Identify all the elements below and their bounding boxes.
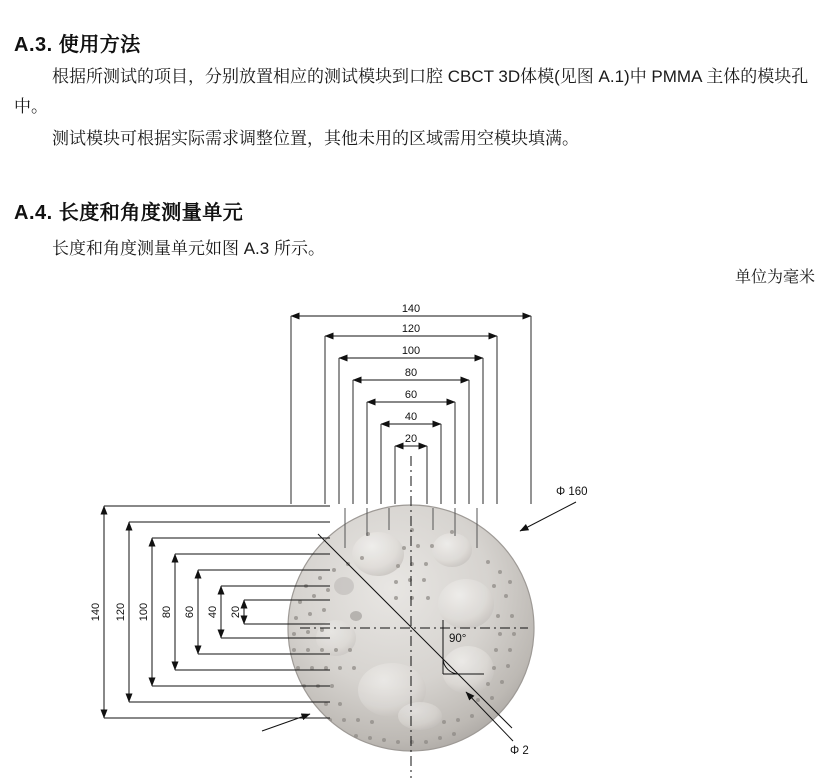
dim-label-top-80: 80 [404,367,418,379]
figure-measurement-unit [0,286,823,778]
dim-label-left-100: 100 [138,602,150,622]
callout-label-diameter-hole: Φ 2 [510,745,529,757]
dim-label-top-120: 120 [401,323,421,335]
dim-label-top-60: 60 [404,389,418,401]
angle-label: 90° [449,633,467,645]
dim-label-left-40: 40 [207,605,219,619]
dim-top-20 [395,433,427,504]
callout-label-diameter-outer: Φ 160 [556,486,588,498]
section-heading-a4: A.4. 长度和角度测量单元 [14,202,244,224]
paragraph-usage-method: 根据所测试的项目，分别放置相应的测试模块到口腔 CBCT 3D体模(见图 A.1)中 PMMA 主体的模块孔中。 [14,67,809,116]
section-heading-a3: A.3. 使用方法 [14,34,141,56]
dim-label-top-20: 20 [404,433,418,445]
dim-label-left-120: 120 [115,602,127,622]
dim-label-left-80: 80 [161,605,173,619]
callout-diameter-outer [520,486,588,531]
unit-note: 单位为毫米 [734,269,815,286]
dim-label-top-140: 140 [401,303,421,315]
paragraph-module-adjust: 测试模块可根据实际需求调整位置，其他未用的区域需用空模块填满。 [52,129,579,148]
dim-label-left-60: 60 [184,605,196,619]
top-dimension-stack [291,303,531,504]
dim-label-top-40: 40 [404,411,418,423]
dim-label-left-20: 20 [230,605,242,619]
paragraph-measurement-unit: 长度和角度测量单元如图 A.3 所示。 [52,239,325,258]
dim-label-top-100: 100 [401,345,421,357]
callout-disc-edge [262,714,310,731]
dim-label-left-140: 140 [90,602,102,622]
